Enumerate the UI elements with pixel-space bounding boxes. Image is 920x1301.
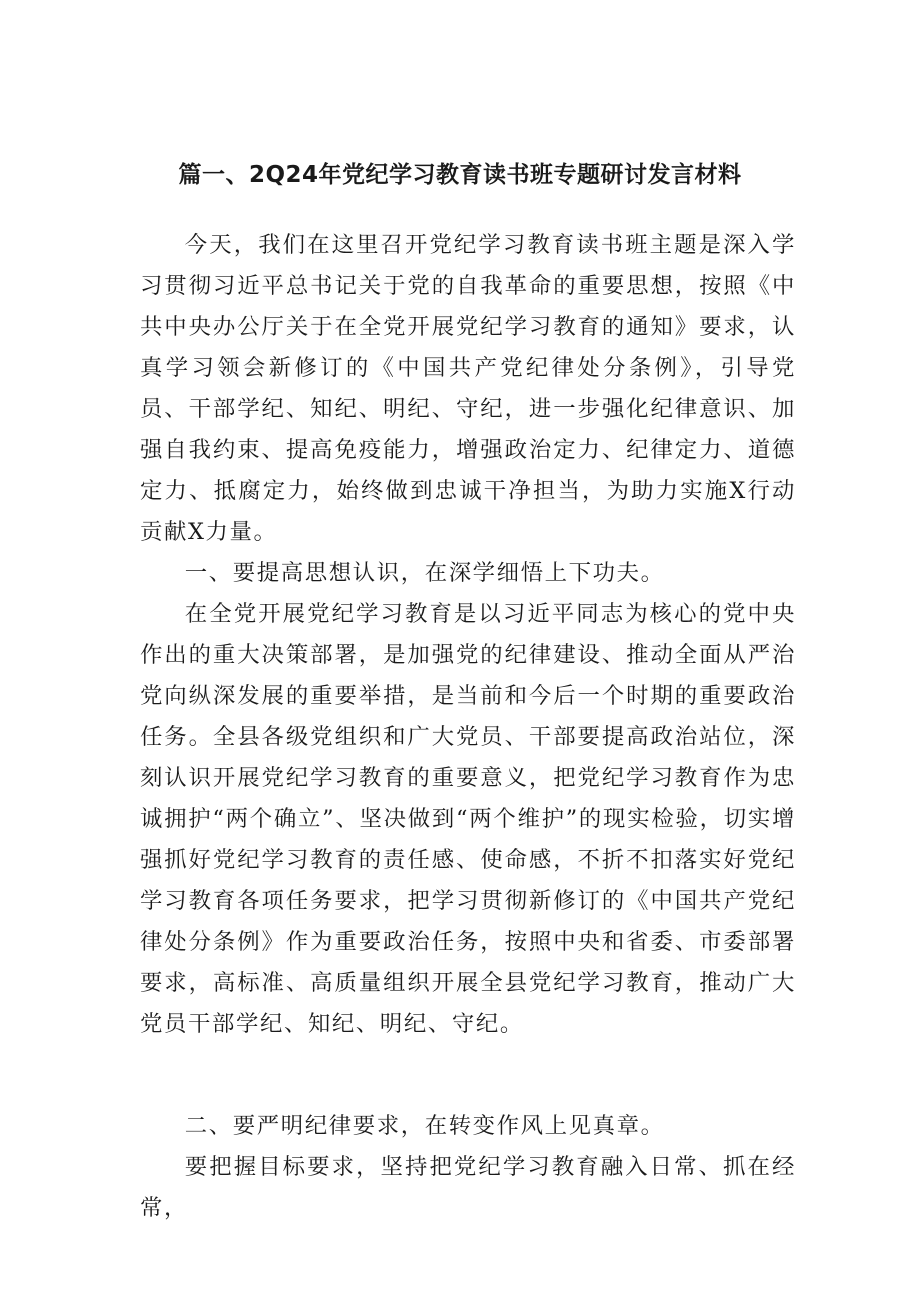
document-body-lower [140, 1106, 796, 1229]
section-2-paragraph: 要把握目标要求，坚持把党纪学习教育融入日常、抓在经常， [140, 1154, 796, 1221]
intro-paragraph: 今天，我们在这里召开党纪学习教育读书班主题是深入学习贯彻习近平总书记关于党的自我革命的重要思想，按照《中共中央办公厅关于在全党开展党纪学习教育的通知》要求，认真学习领会新修订的《中国共产党纪律处分条例》，引导党员、干部学纪、知纪、明纪、守纪，进一步强化纪律意识、加强自我约束、提高免疫能力，增强政治定力、纪律定力、道德定力、抵腐定力，始终做到忠诚干净担当，为助力实施X行动贡献X力量。 [140, 232, 796, 545]
section-heading-1: 一、要提高思想认识，在深学细悟上下功夫。 [184, 560, 665, 586]
section-1-paragraph: 在全党开展党纪学习教育是以习近平同志为核心的党中央作出的重大决策部署，是加强党的纪律建设、推动全面从严治党向纵深发展的重要举措，是当前和今后一个时期的重要政治任务。全县各级党组织和广大党员、干部要提高政治站位，深刻认识开展党纪学习教育的重要意义，把党纪学习教育作为忠诚拥护“两个确立”、坚决做到“两个维护”的现实检验，切实增强抓好党纪学习教育的责任感、使命感，不折不扣落实好党纪学习教育各项任务要求，把学习贯彻新修订的《中国共产党纪律处分条例》作为重要政治任务，按照中央和省委、市委部署要求，高标准、高质量组织开展全县党纪学习教育，推动广大党员干部学纪、知纪、明纪、守纪。 [140, 601, 796, 1037]
section-heading-2: 二、要严明纪律要求，在转变作风上见真章。 [184, 1113, 665, 1139]
document-body-upper [140, 225, 796, 1045]
document-title: 篇一、2Q24年党纪学习教育读书班专题研讨发言材料 [178, 162, 742, 188]
